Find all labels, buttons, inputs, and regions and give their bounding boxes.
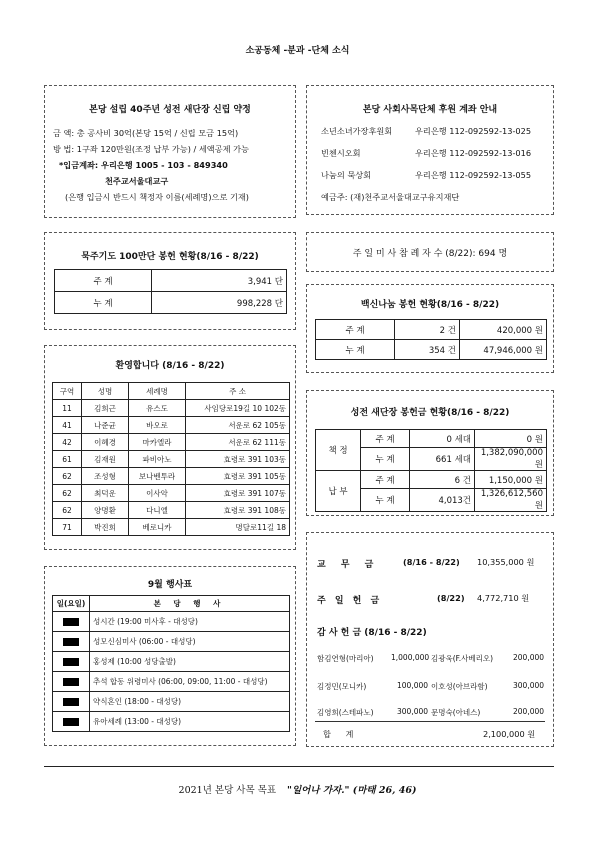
newcomer-box	[44, 345, 296, 550]
table-row	[53, 692, 290, 712]
welfare-name: 빈첸시오회	[321, 148, 361, 158]
schedule-event: 추석 합동 위령미사 (06:00, 09:00, 11:00 - 대성당)	[90, 672, 290, 692]
table-row	[53, 632, 290, 652]
renov-count: 0 세대	[410, 430, 475, 448]
renov-count: 6 건	[410, 471, 475, 489]
tithe-value: 10,355,000 원	[477, 557, 535, 567]
vaccine-sharing-title: 백신나눔 봉헌 현황(8/16 - 8/22)	[360, 300, 500, 310]
rosary-table	[54, 269, 287, 314]
vaccine-sharing-table	[315, 319, 547, 360]
schedule-event: 성모신심미사 (06:00 - 대성당)	[90, 632, 290, 652]
newcomer-cell: 파비아노	[129, 451, 186, 468]
redacted-date	[53, 672, 90, 692]
pledge-method: 방 법: 1구좌 120만원(조정 납부 가능) / 세액공제 가능	[53, 144, 249, 154]
renov-amount: 1,382,090,000 원	[475, 448, 547, 471]
welfare-name: 나눔의 묵상회	[321, 170, 372, 180]
newcomer-cell: 41	[53, 417, 82, 434]
newcomer-cell: 효령로 391 107동	[186, 485, 290, 502]
total-value: 2,100,000 원	[483, 729, 536, 739]
redacted-date	[53, 632, 90, 652]
newcomer-header: 성명	[82, 383, 129, 400]
newcomer-cell: 이혜경	[82, 434, 129, 451]
newcomer-cell: 나준균	[82, 417, 129, 434]
thanks-donor: 이호성(아브라함)	[431, 682, 488, 691]
footer-motto: "일어나 가자." (마태 26, 46)	[287, 785, 417, 796]
renov-amount: 0 원	[475, 430, 547, 448]
table-row	[53, 485, 290, 502]
newcomer-cell: 양명환	[82, 502, 129, 519]
redacted-date	[53, 612, 90, 632]
newcomer-cell: 효령로 391 108동	[186, 502, 290, 519]
newcomer-cell: 보나벤투라	[129, 468, 186, 485]
renov-label: 주 계	[361, 430, 410, 448]
sunday-offering-label: 주 일 헌 금	[317, 596, 383, 606]
newcomer-cell: 김재원	[82, 451, 129, 468]
table-row	[53, 502, 290, 519]
mass-attendance-text: 주 일 미 사 참 례 자 수 (8/22): 694 명	[352, 249, 508, 259]
table-row	[53, 652, 290, 672]
thanks-amount: 200,000	[513, 653, 545, 662]
thanks-donor: 함김연형(마리아)	[317, 654, 374, 663]
newcomer-cell: 마카엘라	[129, 434, 186, 451]
building-pledge-title: 본당 설립 40주년 성전 새단장 신립 약정	[89, 105, 251, 115]
sharing-count: 2 건	[395, 320, 460, 340]
table-row	[53, 417, 290, 434]
newcomer-cell: 서운로 62 105동	[186, 417, 290, 434]
thanks-amount: 100,000	[397, 681, 429, 690]
newcomer-cell: 62	[53, 502, 82, 519]
pledge-note: (은행 입금시 반드시 책정자 이름(세례명)으로 기재)	[65, 192, 249, 202]
newcomer-cell: 김희근	[82, 400, 129, 417]
table-row	[53, 519, 290, 536]
renov-count: 4,013건	[410, 489, 475, 512]
pledge-account: *입금계좌: 우리은행 1005 - 103 - 849340	[59, 160, 228, 170]
welfare-account: 우리은행 112-092592-13-055	[415, 170, 532, 180]
newcomer-cell: 조성형	[82, 468, 129, 485]
sharing-label: 누 계	[316, 340, 395, 360]
tithe-period: (8/16 - 8/22)	[403, 557, 460, 567]
welfare-account-box	[306, 85, 554, 215]
newcomer-cell: 11	[53, 400, 82, 417]
thanks-donor: 김정민(모니카)	[317, 682, 367, 691]
renov-amount: 1,326,612,560 원	[475, 489, 547, 512]
newcomer-cell: 62	[53, 468, 82, 485]
renov-group: 책 정	[316, 430, 361, 471]
rosary-value: 3,941 단	[152, 270, 287, 292]
pledge-amount: 금 액: 총 공사비 30억(본당 15억 / 신립 모금 15억)	[53, 128, 239, 138]
schedule-header: 본 당 행 사	[90, 596, 290, 612]
sharing-amount: 420,000 원	[460, 320, 547, 340]
schedule-header: 일(요일)	[53, 596, 90, 612]
renovation-offering-box	[306, 390, 554, 516]
schedule-event: 유아세례 (13:00 - 대성당)	[90, 712, 290, 732]
schedule-title: 9월 행사표	[147, 580, 193, 590]
building-pledge-box	[44, 85, 296, 218]
newcomer-cell: 박진희	[82, 519, 129, 536]
thanks-amount: 200,000	[513, 707, 545, 716]
newcomer-cell: 이사악	[129, 485, 186, 502]
sharing-count: 354 건	[395, 340, 460, 360]
rosary-label: 주 계	[55, 270, 152, 292]
newcomer-cell: 효령로 391 103동	[186, 451, 290, 468]
newcomer-cell: 유스도	[129, 400, 186, 417]
tithe-label: 교 무 금	[317, 560, 380, 570]
newcomer-cell: 61	[53, 451, 82, 468]
newcomer-header: 구역	[53, 383, 82, 400]
thanks-donor: 김영희(스테파노)	[317, 708, 374, 717]
schedule-box	[44, 566, 296, 746]
thanks-amount: 300,000	[397, 707, 429, 716]
welfare-account-title: 본당 사회사목단체 후원 계좌 안내	[362, 105, 498, 115]
renov-label: 누 계	[361, 489, 410, 512]
newcomer-header: 세례명	[129, 383, 186, 400]
redacted-date	[53, 692, 90, 712]
table-row	[53, 712, 290, 732]
renov-count: 661 세대	[410, 448, 475, 471]
newcomer-header: 주 소	[186, 383, 290, 400]
renovation-offering-table	[315, 429, 547, 512]
thanks-donor: 문명숙(아네스)	[431, 708, 481, 717]
sharing-label: 주 계	[316, 320, 395, 340]
renov-label: 누 계	[361, 448, 410, 471]
welfare-holder: 예금주: (재)천주교서울대교구유지재단	[321, 192, 460, 202]
table-row	[53, 451, 290, 468]
pledge-holder: 천주교서울대교구	[105, 176, 169, 186]
table-row	[53, 468, 290, 485]
rosary-label: 누 계	[55, 292, 152, 314]
newcomer-cell: 다니엘	[129, 502, 186, 519]
page-title: 소공동체 -분과 -단체 소식	[245, 46, 350, 56]
schedule-table	[52, 595, 290, 732]
newcomer-cell: 42	[53, 434, 82, 451]
sunday-offering-value: 4,772,710 원	[477, 593, 530, 603]
schedule-event: 성시간 (19:00 미사후 - 대성당)	[90, 612, 290, 632]
welfare-name: 소년소녀가장후원회	[321, 126, 393, 136]
thanks-donor: 김광욱(F.사베리오)	[431, 654, 494, 663]
vaccine-sharing-box	[306, 284, 554, 373]
total-label: 합 계	[323, 729, 360, 739]
renov-amount: 1,150,000 원	[475, 471, 547, 489]
sunday-offering-period: (8/22)	[437, 593, 465, 603]
newcomer-cell: 서운로 62 111동	[186, 434, 290, 451]
newcomer-cell: 명달로11길 18	[186, 519, 290, 536]
thanks-amount: 1,000,000	[391, 653, 430, 662]
sharing-amount: 47,946,000 원	[460, 340, 547, 360]
rosary-value: 998,228 단	[152, 292, 287, 314]
footer-prefix: 2021년 본당 사목 목표	[178, 785, 277, 796]
newcomer-cell: 바오로	[129, 417, 186, 434]
table-row	[53, 672, 290, 692]
total-divider	[315, 721, 545, 722]
newcomer-cell: 71	[53, 519, 82, 536]
renovation-offering-title: 성전 새단장 봉헌금 현황(8/16 - 8/22)	[350, 408, 510, 418]
redacted-date	[53, 652, 90, 672]
rosary-box	[44, 232, 296, 330]
table-row	[53, 400, 290, 417]
newcomer-cell: 베로니카	[129, 519, 186, 536]
renov-group: 납 부	[316, 471, 361, 512]
thanks-amount: 300,000	[513, 681, 545, 690]
newcomer-cell: 최덕운	[82, 485, 129, 502]
redacted-date	[53, 712, 90, 732]
newcomer-cell: 62	[53, 485, 82, 502]
footer-divider	[44, 766, 554, 767]
welfare-account: 우리은행 112-092592-13-016	[415, 148, 532, 158]
finance-box	[306, 532, 554, 747]
welfare-account: 우리은행 112-092592-13-025	[415, 126, 532, 136]
newcomer-table	[52, 382, 290, 536]
mass-attendance-box	[306, 232, 554, 272]
newcomer-title: 환영합니다 (8/16 - 8/22)	[115, 361, 225, 371]
newcomer-cell: 사임당로19길 10 102동	[186, 400, 290, 417]
table-row	[53, 434, 290, 451]
thanks-offering-title: 감 사 헌 금 (8/16 - 8/22)	[317, 628, 427, 638]
schedule-event: 약식혼인 (18:00 - 대성당)	[90, 692, 290, 712]
newcomer-cell: 효령로 391 105동	[186, 468, 290, 485]
table-row	[53, 612, 290, 632]
schedule-event: 홍성제 (10:00 성당출발)	[90, 652, 290, 672]
renov-label: 주 계	[361, 471, 410, 489]
rosary-title: 묵주기도 100만단 봉헌 현황(8/16 - 8/22)	[81, 252, 259, 262]
footer	[0, 782, 595, 796]
